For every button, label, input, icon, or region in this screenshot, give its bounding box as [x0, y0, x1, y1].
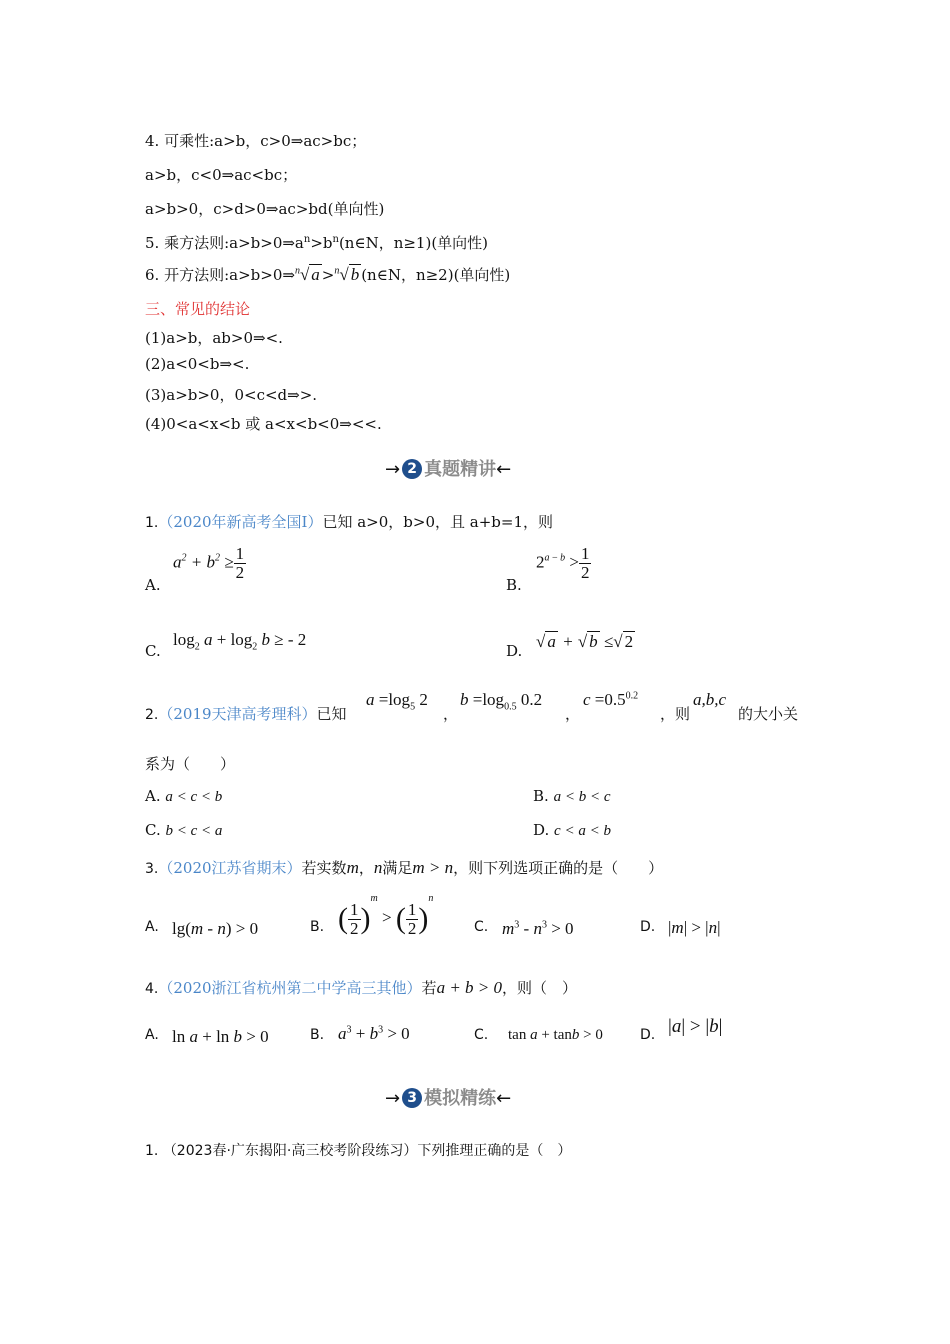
section-banner-2: → 2 真题精讲←	[385, 459, 512, 480]
conclusion-4: (4)0<a<x<b 或 a<x<b<0⇒<<.	[145, 415, 382, 433]
q3-option-c-label: C.	[474, 919, 489, 935]
question-3: 3.（2020江苏省期末）若实数m，n满足m > n，则下列选项正确的是（ ）	[145, 858, 664, 877]
question-practice-1: 1. （2023春·广东揭阳·高三校考阶段练习）下列推理正确的是（ ）	[145, 1143, 572, 1159]
q2-stem-3: 的大小关	[738, 705, 799, 723]
q1-option-b-label: B.	[506, 576, 522, 594]
q3-option-a-label: A.	[145, 919, 159, 935]
q4-option-d-math: |a| > |b|	[668, 1016, 723, 1037]
conclusion-2: (2)a<0<b⇒<.	[145, 355, 250, 373]
q1-option-d-label: D.	[506, 642, 523, 660]
q1-option-b-math: $2^{a - b}$ > $\frac{1}{2}$	[536, 544, 590, 582]
q2-stem-2: ，则	[660, 705, 691, 723]
q4-option-c-math: tan a + tanb > 0	[508, 1027, 603, 1043]
prop-4b: a>b，c<0⇒ac<bc；	[145, 166, 298, 184]
nth-root-a: $^n$√ a	[294, 265, 320, 284]
q3-option-d-math: |m| > |n|	[668, 918, 721, 937]
q1-option-c-label: C.	[145, 642, 161, 660]
q2-stem-4: 系为（ ）	[145, 755, 236, 773]
q3-option-a-math: lg(m - n) > 0	[172, 919, 259, 938]
prop-4a: 4. 可乘性:a>b，c>0⇒ac>bc；	[145, 132, 367, 150]
prop-6: 6. 开方法则:a>b>0⇒$^n$√ a >$^n$√ b (n∈N，n≥2)(单向性)	[145, 265, 511, 284]
q4-option-b-label: B.	[310, 1027, 325, 1043]
number-badge-3: 3	[402, 1088, 422, 1108]
q3-option-c-math: $m^3 - n^3 > 0$	[502, 919, 574, 938]
section-banner-3: → 3 模拟精练←	[385, 1088, 512, 1109]
q2-option-d: D. c < a < b	[533, 821, 611, 839]
q3-option-d-label: D.	[640, 919, 656, 935]
q2-comma-2: ，	[565, 705, 581, 723]
prop-5: 5. 乘方法则$:a>b>0\Rightarrow a^n>b^n(n\in N$，n≥1)(单向性)	[145, 234, 489, 252]
q1-option-a-math: $a^2 + b^2$ ≥ $\frac{1}{2}$	[173, 544, 245, 582]
nth-root-b: $^n$√ b	[334, 265, 360, 284]
q2-a-def: $a =\log_5$ 2	[366, 690, 428, 713]
q3-option-b-label: B.	[310, 919, 325, 935]
number-badge-2: 2	[402, 459, 422, 479]
q2-c-def: $c =0.5^{0.2}$	[583, 690, 639, 709]
q4-option-a-math: ln a + ln b > 0	[172, 1027, 269, 1046]
q4-option-c-label: C.	[474, 1027, 489, 1043]
q4-option-a-label: A.	[145, 1027, 159, 1043]
q4-option-d-label: D.	[640, 1027, 656, 1043]
q2-option-c: C. b < c < a	[145, 821, 223, 839]
prop-4c: a>b>0，c>d>0⇒ac>bd(单向性)	[145, 200, 385, 218]
q1-option-d-math: √ a + √ b ≤√ 2	[536, 632, 634, 651]
q2-vars: a,b,c	[693, 690, 727, 709]
conclusion-1: (1)a>b，ab>0⇒<.	[145, 329, 283, 347]
question-1: 1.（2020年新高考全国Ⅰ）已知 a>0，b>0，且 a+b=1，则	[145, 513, 553, 531]
conclusions-heading: 三、常见的结论	[145, 300, 251, 318]
q1-option-c-math: $\log_2 a + \log_2 b$ ≥ - 2	[173, 630, 307, 653]
question-4: 4.（2020浙江省杭州第二中学高三其他）若a + b > 0，则（ ）	[145, 978, 578, 997]
question-2: 2.（2019天津高考理科）已知	[145, 705, 347, 723]
q3-option-b-math: ( $\frac{1}{2}$ )$^m$ > ( $\frac{1}{2}$ )$^n$	[338, 893, 434, 938]
q1-option-a-label: A.	[145, 576, 161, 594]
q4-option-b-math: $a^3 + b^3 > 0$	[338, 1024, 410, 1043]
conclusion-3: (3)a>b>0，0<c<d⇒>.	[145, 386, 318, 404]
q2-option-b: B. a < b < c	[533, 787, 611, 805]
q2-option-a: A. a < c < b	[145, 787, 223, 805]
q2-b-def: $b =\log_{0.5}$ 0.2	[460, 690, 543, 713]
q2-comma-1: ，	[443, 705, 459, 723]
